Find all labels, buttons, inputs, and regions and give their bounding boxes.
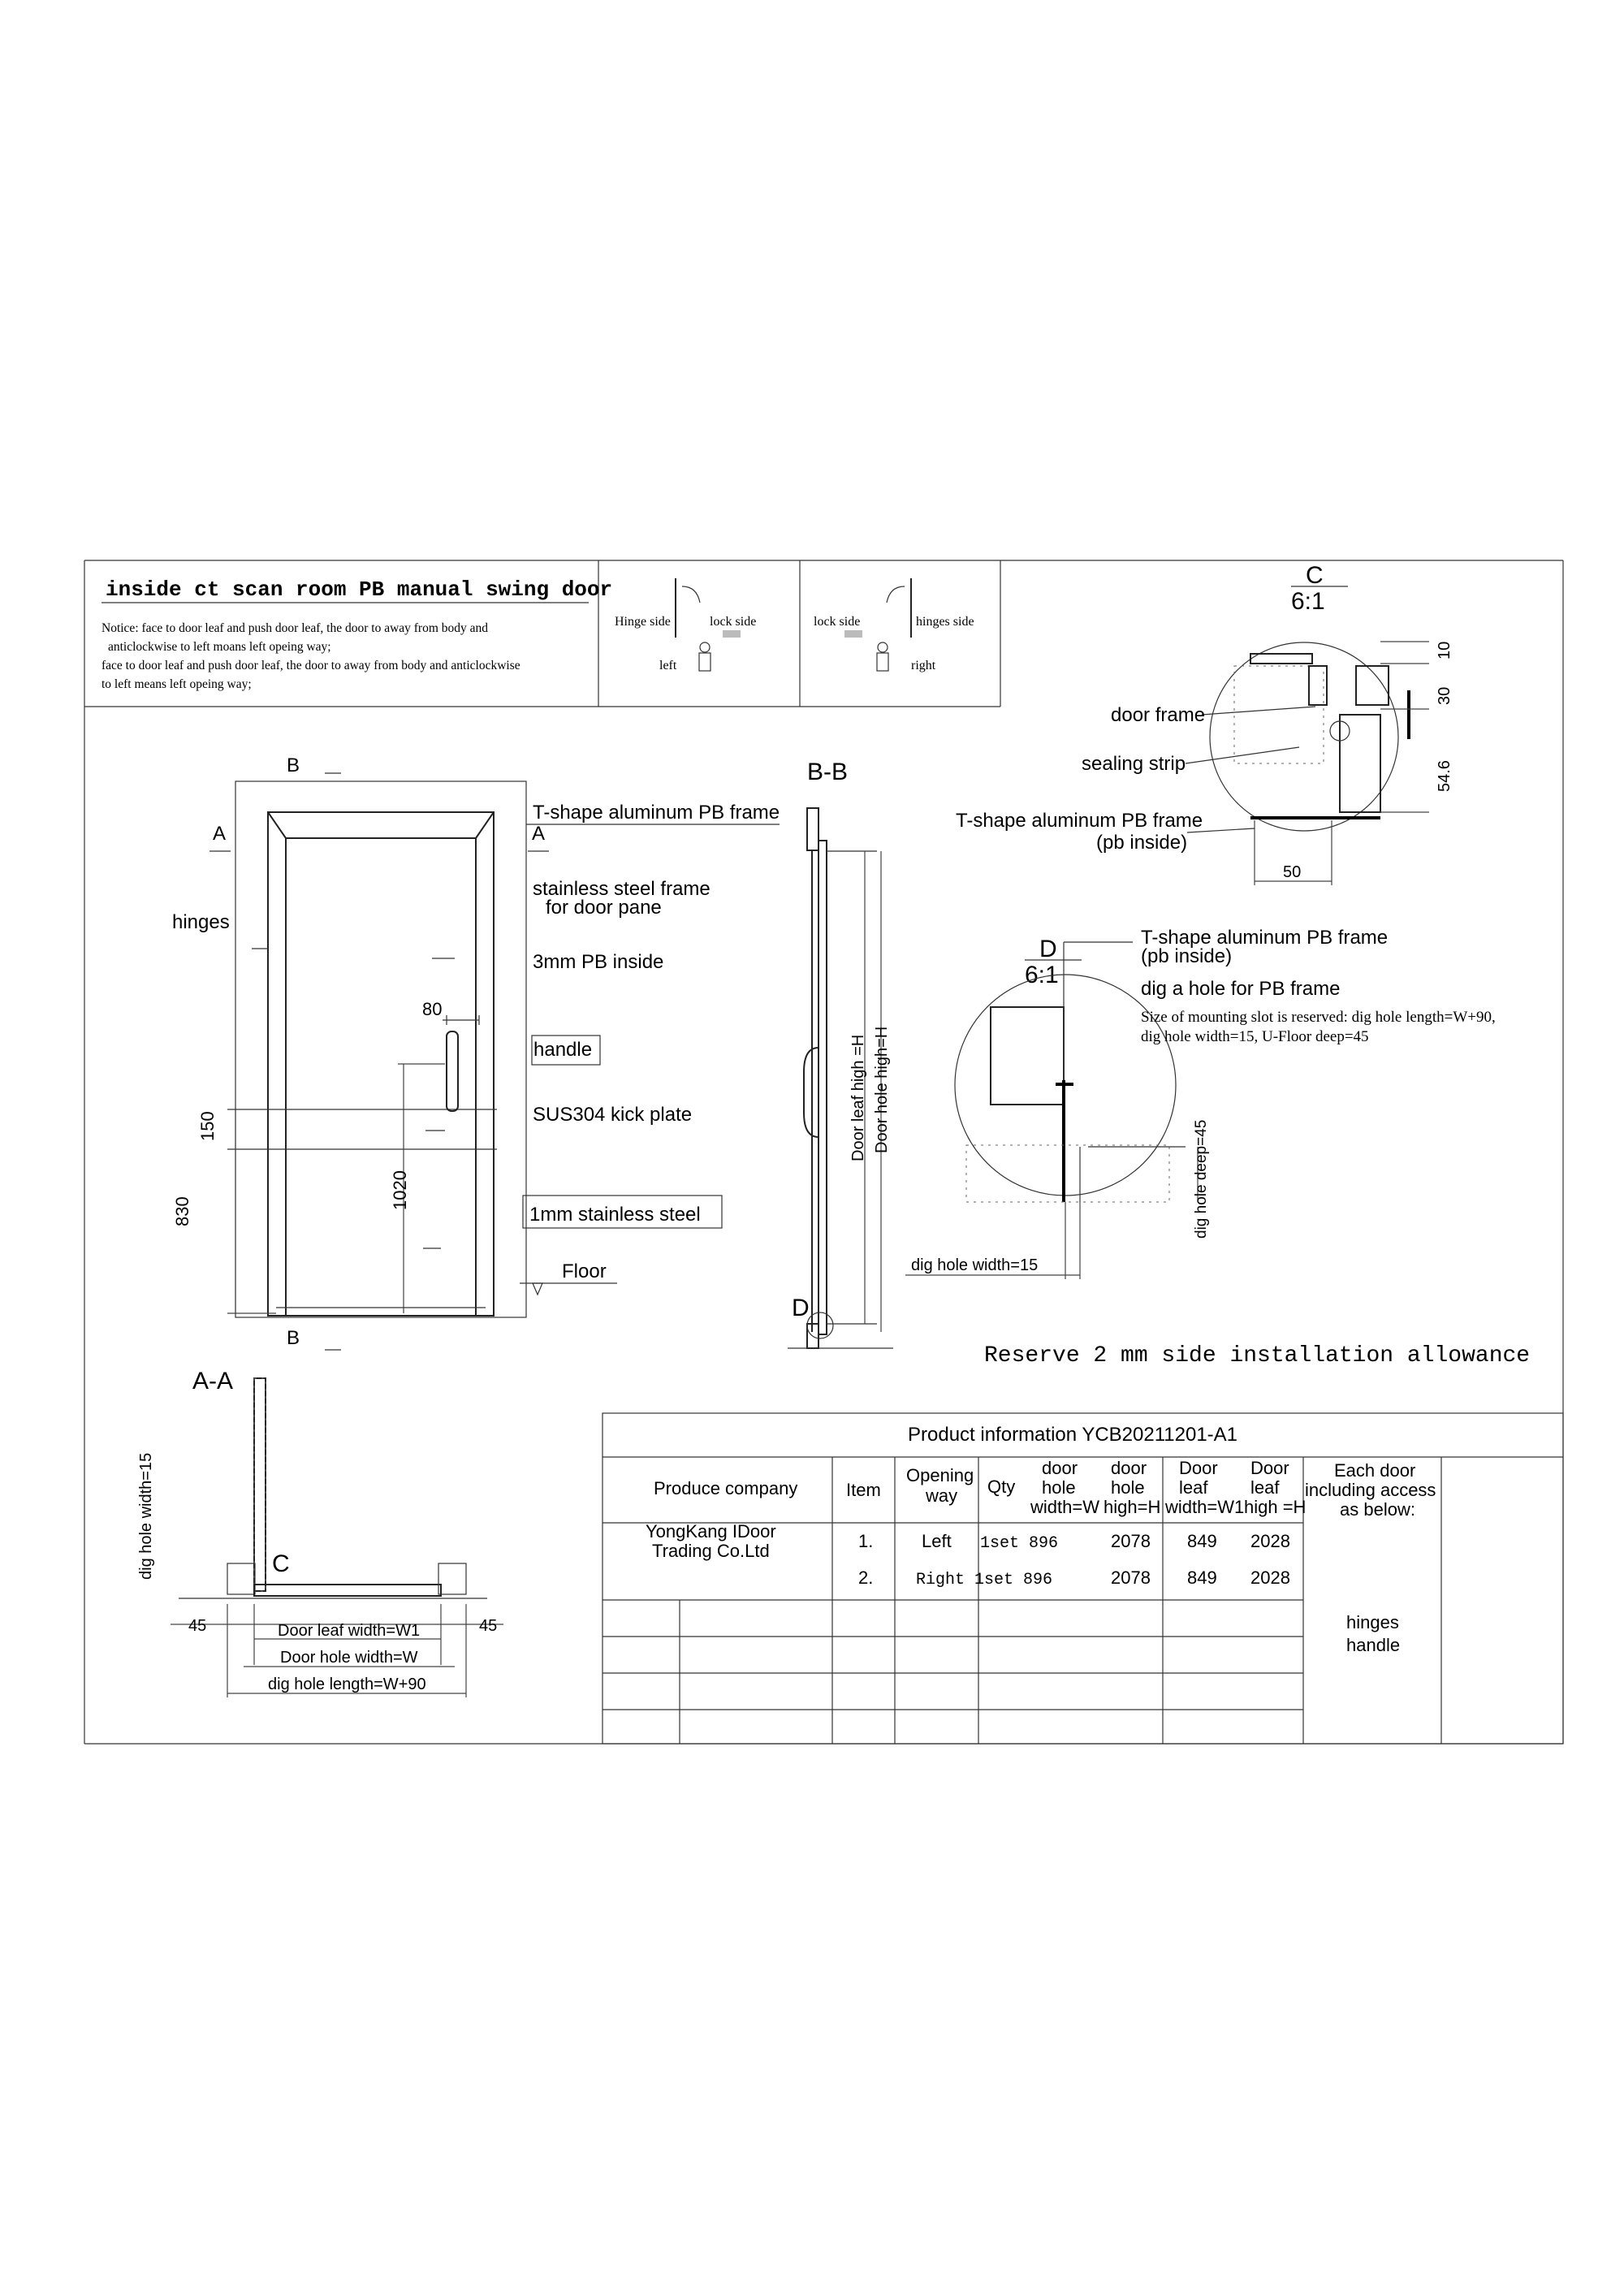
- size-note-2: dig hole width=15, U-Floor deep=45: [1141, 1028, 1369, 1045]
- detail-c-dim-10: 10: [1436, 641, 1453, 659]
- section-bb: [788, 759, 893, 1348]
- detail-d-tframe-1: T-shape aluminum PB frame: [1141, 927, 1389, 949]
- detail-c-dim-50: 50: [1283, 863, 1302, 881]
- header-hw-3: width=W: [1030, 1497, 1099, 1517]
- row1-leaf-width: 849: [1187, 1531, 1217, 1551]
- detail-d-title: D: [1039, 936, 1057, 962]
- header-qty: Qty: [987, 1477, 1016, 1497]
- notice-line-4: to left means left opeing way;: [102, 677, 252, 691]
- detail-d-marker: D: [792, 1295, 810, 1321]
- row2-leaf-width: 849: [1187, 1567, 1217, 1588]
- aa-dig-length: dig hole length=W+90: [268, 1676, 426, 1693]
- section-bb-title: B-B: [807, 759, 849, 785]
- row2-qty-width: 1set 896: [974, 1571, 1053, 1589]
- sheet-border: [84, 560, 1563, 1744]
- pb-inside-label: 3mm PB inside: [533, 951, 664, 973]
- steel-frame-label-1: stainless steel frame: [533, 878, 710, 900]
- aa-leaf-width: Door leaf width=W1: [278, 1622, 421, 1640]
- row2-way: Right: [916, 1571, 965, 1589]
- t-frame-label: T-shape aluminum PB frame: [533, 802, 780, 824]
- dim-830: 830: [172, 1196, 192, 1226]
- section-a-right: A: [532, 823, 546, 845]
- hinges-label: hinges: [172, 911, 230, 933]
- size-note-1: Size of mounting slot is reserved: dig hole length=W+90,: [1141, 1009, 1496, 1026]
- stainless-label: 1mm stainless steel: [529, 1204, 701, 1226]
- header-item: Item: [846, 1480, 881, 1500]
- opening-left-diagram: [615, 578, 756, 672]
- notice-line-2: anticlockwise to left moans left opeing way;: [108, 640, 331, 654]
- aa-dim-45-left: 45: [188, 1617, 207, 1635]
- detail-c: [956, 562, 1453, 885]
- drawing-title: inside ct scan room PB manual swing door: [106, 577, 613, 602]
- header-hh-2: hole: [1111, 1477, 1145, 1498]
- notice-line-3: face to door leaf and push door leaf, the door to away from body and anticlockwise: [102, 659, 520, 672]
- header-lw-3: width=W1: [1165, 1497, 1245, 1517]
- front-view: [172, 755, 780, 1350]
- opening-right-label: right: [911, 659, 936, 672]
- leaf-high-label: Door leaf high =H: [849, 1034, 867, 1161]
- aa-hole-width: Door hole width=W: [280, 1649, 418, 1667]
- row2-leaf-high: 2028: [1250, 1567, 1290, 1588]
- row1-way: Left: [922, 1531, 952, 1551]
- detail-c-dim-54: 54.6: [1436, 760, 1453, 792]
- kick-plate-label: SUS304 kick plate: [533, 1104, 693, 1126]
- floor-label: Floor: [562, 1260, 607, 1282]
- access-hinges: hinges: [1346, 1612, 1399, 1632]
- company-name-2: Trading Co.Ltd: [652, 1541, 770, 1561]
- section-b-bottom: B: [287, 1327, 300, 1349]
- section-a-left: A: [213, 823, 227, 845]
- handle-label: handle: [533, 1039, 593, 1061]
- header-hw-2: hole: [1042, 1477, 1076, 1498]
- header-hh-3: high=H: [1104, 1497, 1161, 1517]
- header-opening-2: way: [926, 1485, 958, 1506]
- header-hw-1: door: [1042, 1458, 1078, 1478]
- header-lh-2: leaf: [1250, 1477, 1280, 1498]
- detail-c-tframe-1: T-shape aluminum PB frame: [956, 810, 1203, 832]
- header-lw-2: leaf: [1179, 1477, 1208, 1498]
- access-handle: handle: [1346, 1635, 1401, 1655]
- header-lh-1: Door: [1250, 1458, 1289, 1478]
- reserve-note: Reserve 2 mm side installation allowance: [984, 1343, 1531, 1369]
- section-aa: [137, 1368, 503, 1697]
- company-name-1: YongKang IDoor: [646, 1521, 776, 1541]
- dig-hole-label: dig a hole for PB frame: [1141, 978, 1341, 1000]
- lock-side-label-right: lock side: [814, 615, 861, 629]
- lock-side-label: lock side: [710, 615, 757, 629]
- row2-hole-high: 2078: [1111, 1567, 1151, 1588]
- dig-deep-label: dig hole deep=45: [1193, 1119, 1210, 1239]
- header-access-3: as below:: [1340, 1499, 1415, 1520]
- header-hh-1: door: [1111, 1458, 1147, 1478]
- detail-c-tframe-2: (pb inside): [1096, 832, 1188, 854]
- header-access-1: Each door: [1334, 1460, 1416, 1481]
- section-b-top: B: [287, 755, 300, 776]
- notice-line-1: Notice: face to door leaf and push door leaf, the door to away from body and: [102, 621, 489, 635]
- detail-c-dim-30: 30: [1436, 686, 1453, 705]
- steel-frame-label-2: for door pane: [546, 897, 662, 919]
- detail-c-title: C: [1306, 562, 1324, 589]
- detail-c-marker: C: [272, 1550, 290, 1577]
- detail-d-tframe-2: (pb inside): [1141, 945, 1233, 967]
- product-table: [603, 1413, 1563, 1744]
- header-lh-3: high =H: [1244, 1497, 1307, 1517]
- header-lw-1: Door: [1179, 1458, 1218, 1478]
- row1-leaf-high: 2028: [1250, 1531, 1290, 1551]
- sealing-strip-label: sealing strip: [1082, 753, 1186, 775]
- opening-right-diagram: [814, 578, 974, 672]
- detail-c-scale: 6:1: [1291, 588, 1325, 615]
- section-aa-title: A-A: [192, 1368, 234, 1394]
- hole-high-label: Door hole high=H: [873, 1026, 891, 1153]
- aa-dig-width: dig hole width=15: [137, 1452, 155, 1580]
- handle-dim: 80: [422, 999, 443, 1019]
- table-title: Product information YCB20211201-A1: [908, 1424, 1238, 1446]
- header-opening-1: Opening: [906, 1465, 974, 1485]
- opening-left-label: left: [659, 659, 677, 672]
- dig-width-label: dig hole width=15: [911, 1256, 1039, 1274]
- hinges-side-label: hinges side: [916, 615, 974, 629]
- aa-dim-45-right: 45: [479, 1617, 498, 1635]
- dim-1020: 1020: [390, 1170, 410, 1210]
- header-access-2: including access: [1305, 1480, 1436, 1500]
- header-company: Produce company: [654, 1478, 798, 1498]
- detail-d: [905, 927, 1496, 1279]
- row1-item: 1.: [858, 1531, 874, 1551]
- door-frame-label: door frame: [1111, 704, 1206, 726]
- row1-hole-high: 2078: [1111, 1531, 1151, 1551]
- dim-150: 150: [197, 1111, 218, 1141]
- hinge-side-label: Hinge side: [615, 615, 671, 629]
- detail-d-scale: 6:1: [1025, 962, 1059, 988]
- row2-item: 2.: [858, 1567, 874, 1588]
- row1-qty-width: 1set 896: [980, 1534, 1059, 1553]
